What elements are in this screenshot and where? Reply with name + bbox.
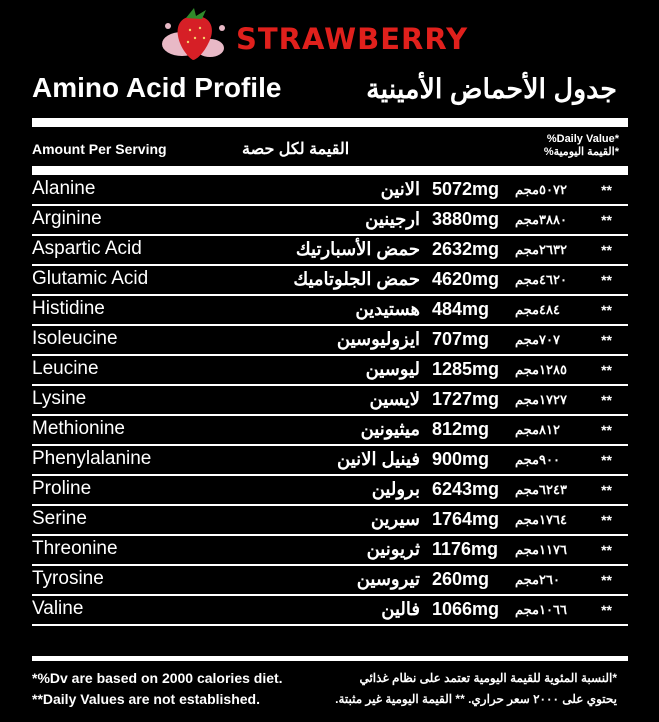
amount-ar: ٢٦٣٢مجم — [515, 242, 567, 257]
footnote-en-2: **Daily Values are not established. — [32, 691, 260, 707]
table-row — [32, 326, 628, 356]
amino-name-en: Serine — [32, 508, 87, 529]
daily-value: ** — [601, 212, 612, 228]
amino-name-ar: برولين — [371, 479, 420, 499]
amino-name-ar: ميثيونين — [360, 419, 420, 439]
daily-value: ** — [601, 302, 612, 318]
amount-mg: 5072mg — [432, 179, 500, 199]
amino-name-en: Phenylalanine — [32, 448, 152, 469]
amount-ar: ٨١٢مجم — [515, 422, 560, 437]
amino-name-ar: لايسين — [369, 389, 420, 409]
amount-mg: 3880mg — [432, 209, 500, 229]
table-row — [32, 536, 628, 566]
amount-ar: ٩٠٠مجم — [515, 452, 560, 467]
amount-ar: ١٧٦٤مجم — [515, 512, 567, 527]
amino-name-en: Histidine — [32, 298, 105, 319]
amino-name-en: Lysine — [32, 388, 87, 409]
amount-ar: ١٧٢٧مجم — [515, 392, 567, 407]
amount-ar: ١٢٨٥مجم — [515, 362, 567, 377]
header-dv-en: %Daily Value* — [546, 133, 619, 145]
amount-mg: 6243mg — [432, 479, 500, 499]
daily-value: ** — [601, 422, 612, 438]
amount-mg: 484mg — [432, 299, 490, 319]
amino-name-ar: فينيل الانين — [337, 449, 420, 469]
footnote-ar — [335, 668, 617, 710]
table-row — [32, 476, 628, 506]
amount-mg: 812mg — [432, 419, 490, 439]
daily-value: ** — [601, 362, 612, 378]
amount-mg: 1066mg — [432, 599, 500, 619]
amount-ar: ٥٠٧٢مجم — [515, 182, 567, 197]
amino-name-ar: الانين — [380, 179, 420, 199]
amino-name-ar: هستيدين — [355, 299, 420, 319]
amount-ar: ٢٦٠مجم — [515, 572, 560, 587]
daily-value: ** — [601, 512, 612, 528]
footnote-ar-1: *النسبة المئوية للقيمة اليومية تعتمد على نظام غذائي — [359, 671, 617, 685]
amino-name-ar: ليوسين — [365, 359, 420, 379]
amount-mg: 1727mg — [432, 389, 500, 409]
daily-value: ** — [601, 332, 612, 348]
table-row — [32, 236, 628, 266]
amino-name-en: Leucine — [32, 358, 99, 379]
header-daily-value — [544, 133, 619, 159]
header-value-ar: القيمة لكل حصة — [242, 141, 350, 158]
amino-name-ar: حمض الأسبارتيك — [295, 239, 420, 259]
amount-mg: 1764mg — [432, 509, 500, 529]
divider-header — [32, 166, 628, 175]
table-row — [32, 416, 628, 446]
strawberry-icon — [160, 4, 230, 64]
table-row — [32, 566, 628, 596]
daily-value: ** — [601, 242, 612, 258]
amount-mg: 900mg — [432, 449, 490, 469]
amino-name-en: Methionine — [32, 418, 125, 439]
daily-value: ** — [601, 392, 612, 408]
table-row — [32, 296, 628, 326]
daily-value: ** — [601, 272, 612, 288]
amount-ar: ٧٠٧مجم — [515, 332, 560, 347]
amount-ar: ١٠٦٦مجم — [515, 602, 567, 617]
brand-header — [0, 0, 659, 70]
daily-value: ** — [601, 542, 612, 558]
divider-top — [32, 118, 628, 127]
daily-value: ** — [601, 452, 612, 468]
daily-value: ** — [601, 602, 612, 618]
page-title-en: Amino Acid Profile — [32, 72, 282, 103]
amino-name-en: Proline — [32, 478, 92, 499]
table-row — [32, 596, 628, 626]
amount-mg: 4620mg — [432, 269, 500, 289]
table-row — [32, 446, 628, 476]
amino-name-en: Isoleucine — [32, 328, 118, 349]
table-row — [32, 176, 628, 206]
amino-name-en: Threonine — [32, 538, 118, 559]
amino-name-en: Glutamic Acid — [32, 268, 149, 289]
table-row — [32, 506, 628, 536]
amino-name-ar: تيروسين — [356, 569, 420, 589]
page-title-ar: جدول الأحماض الأمينية — [366, 74, 617, 104]
brand-name: STRAWBERRY — [236, 22, 469, 56]
amino-name-en: Tyrosine — [32, 568, 104, 589]
amino-name-ar: ارجينين — [365, 209, 420, 229]
table-row — [32, 356, 628, 386]
amino-name-en: Aspartic Acid — [32, 238, 142, 259]
amino-name-ar: حمض الجلوتاميك — [293, 269, 420, 289]
divider-bottom — [32, 656, 628, 661]
amount-mg: 707mg — [432, 329, 490, 349]
amino-name-ar: سيرين — [370, 509, 420, 529]
amount-ar: ٤٦٢٠مجم — [515, 272, 567, 287]
table-row — [32, 386, 628, 416]
amount-ar: ٣٨٨٠مجم — [515, 212, 567, 227]
daily-value: ** — [601, 482, 612, 498]
footnote-en-1: *%Dv are based on 2000 calories diet. — [32, 670, 283, 686]
footnote-en — [32, 668, 283, 710]
daily-value: ** — [601, 182, 612, 198]
header-amount: Amount Per Serving — [32, 141, 167, 157]
table-row — [32, 266, 628, 296]
amount-mg: 2632mg — [432, 239, 500, 259]
amino-table — [32, 176, 628, 626]
amount-ar: ٤٨٤مجم — [515, 302, 560, 317]
table-row — [32, 206, 628, 236]
daily-value: ** — [601, 572, 612, 588]
amino-name-en: Alanine — [32, 178, 96, 199]
amino-name-ar: ثريونين — [366, 539, 420, 559]
amino-name-ar: ايزوليوسين — [336, 329, 420, 349]
amino-name-en: Valine — [32, 598, 84, 619]
amount-mg: 1176mg — [432, 539, 499, 559]
amount-ar: ١١٧٦مجم — [515, 542, 567, 557]
amount-mg: 260mg — [432, 569, 490, 589]
header-dv-ar: %القيمة اليومية* — [543, 146, 619, 158]
amount-ar: ٦٢٤٣مجم — [515, 482, 567, 497]
amino-name-ar: فالين — [381, 599, 420, 619]
footnote-ar-2: يحتوي على ٢٠٠٠ سعر حراري. ** القيمة اليومية غير مثبتة. — [335, 692, 617, 706]
amino-name-en: Arginine — [32, 208, 102, 229]
amount-mg: 1285mg — [432, 359, 500, 379]
